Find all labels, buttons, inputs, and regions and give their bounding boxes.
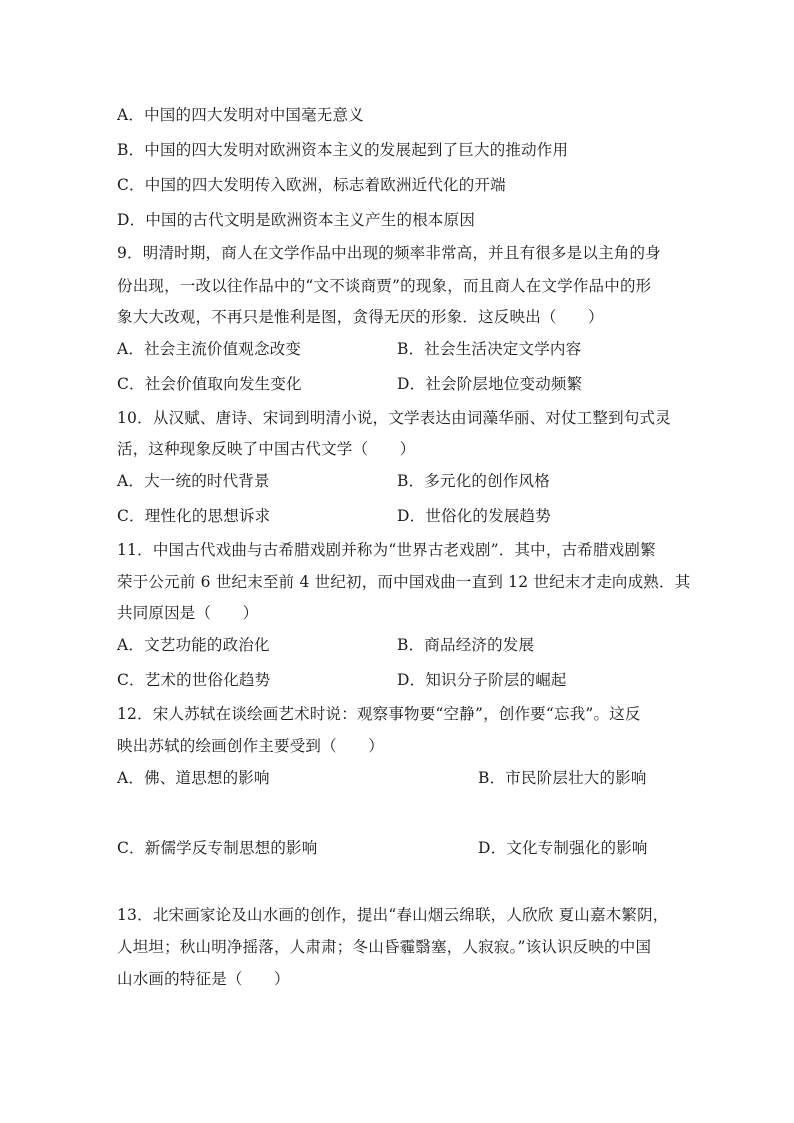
q8-option-b: B．中国的四大发明对欧洲资本主义的发展起到了巨大的推动作用 [117,141,569,159]
q12-option-a: A．佛、道思想的影响 [117,769,270,787]
q12-stem-line: 映出苏轼的绘画创作主要受到（ ） [117,737,384,755]
q12-option-c: C．新儒学反专制思想的影响 [117,839,318,857]
q9-option-a: A．社会主流价值观念改变 [117,340,302,358]
q8-option-c: C．中国的四大发明传入欧洲，标志着欧洲近代化的开端 [117,176,506,194]
q9-stem-line: 9．明清时期，商人在文学作品中出现的频率非常高，并且有很多是以主角的身 [117,244,661,262]
q11-option-b: B．商品经济的发展 [397,636,535,654]
q13-stem-line: 13．北宋画家论及山水画的创作，提出“春山烟云绵联，人欣欣 夏山嘉木繁阴， [117,906,669,924]
q8-option-a: A．中国的四大发明对中国毫无意义 [117,106,364,124]
q9-stem-line: 份出现，一改以往作品中的“文不谈商贾”的现象，而且商人在文学作品中的形 [117,277,652,295]
q8-option-d: D．中国的古代文明是欧洲资本主义产生的根本原因 [117,211,476,229]
q12-stem-line: 12．宋人苏轼在谈绘画艺术时说：观察事物要“空静”，创作要“忘我”。这反 [117,705,641,723]
q11-option-c: C．艺术的世俗化趋势 [117,671,271,689]
q11-stem-line: 荣于公元前 6 世纪末至前 4 世纪初，而中国戏曲一直到 12 世纪末才走向成熟．其 [117,573,691,591]
q9-option-c: C．社会价值取向发生变化 [117,375,302,393]
q10-stem-line: 活，这种现象反映了中国古代文学（ ） [117,440,416,458]
q10-stem-line: 10．从汉赋、唐诗、宋词到明清小说，文学表达由词藻华丽、对仗工整到句式灵 [117,409,671,427]
q10-option-d: D．世俗化的发展趋势 [397,507,551,525]
q9-stem-line: 象大大改观，不再只是惟利是图，贪得无厌的形象．这反映出（ ） [117,308,604,326]
q11-stem-line: 11．中国古代戏曲与古希腊戏剧并称为“世界古老戏剧”．其中，古希腊戏剧繁 [117,541,656,559]
q12-option-b: B．市民阶层壮大的影响 [478,769,647,787]
q9-option-d: D．社会阶层地位变动频繁 [397,375,583,393]
q10-option-c: C．理性化的思想诉求 [117,507,271,525]
q10-option-b: B．多元化的创作风格 [397,472,550,490]
q11-option-d: D．知识分子阶层的崛起 [397,671,567,689]
q9-option-b: B．社会生活决定文学内容 [397,340,582,358]
q12-option-d: D．文化专制强化的影响 [478,839,648,857]
q13-stem-line: 人坦坦；秋山明净摇落，人肃肃；冬山昏霾翳塞，人寂寂。”该认识反映的中国 [117,938,652,956]
q11-stem-line: 共同原因是（ ） [117,604,259,622]
q10-option-a: A．大一统的时代背景 [117,472,270,490]
q13-stem-line: 山水画的特征是（ ） [117,970,290,988]
q11-option-a: A．文艺功能的政治化 [117,636,270,654]
